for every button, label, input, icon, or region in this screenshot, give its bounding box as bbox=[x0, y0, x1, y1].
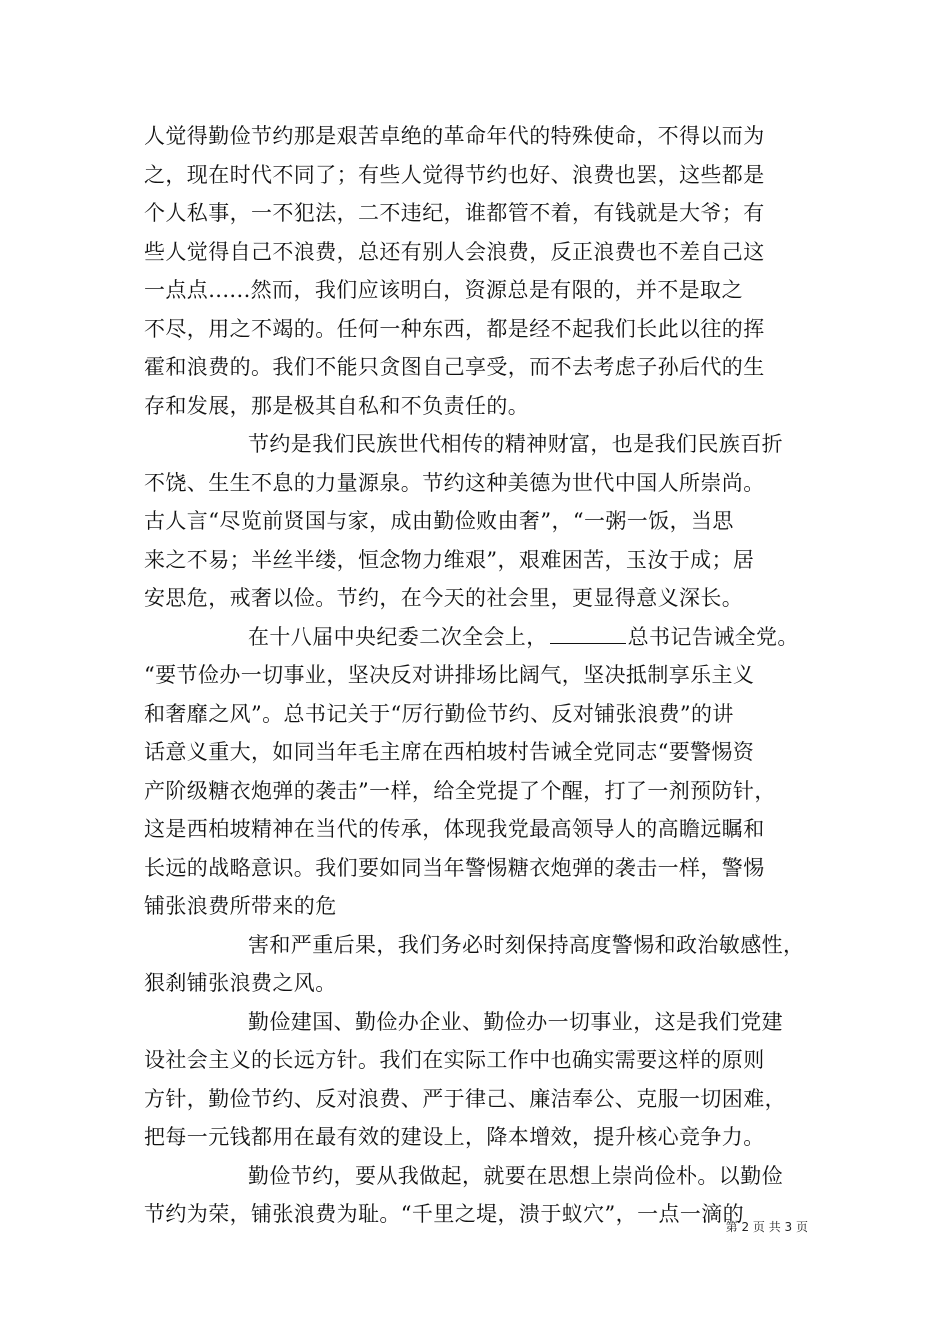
text-line: 不尽，用之不竭的。任何一种东西，都是经不起我们长此以往的挥 bbox=[144, 316, 765, 341]
text-line: 个人私事，一不犯法，二不违纪，谁都管不着，有钱就是大爷；有 bbox=[144, 201, 765, 225]
paragraph-start-line: 节约是我们民族世代相传的精神财富，也是我们民族百折 bbox=[248, 432, 783, 456]
text-line: 把每一元钱都用在最有效的建设上，降本增效，提升核心竞争力。 bbox=[144, 1125, 765, 1149]
text-line: 话意义重大，如同当年毛主席在西柏坡村告诫全党同志“要警惕资 bbox=[144, 740, 755, 764]
text-line: 和奢靡之风”。总书记关于“厉行勤俭节约、反对铺张浪费”的讲 bbox=[144, 701, 734, 726]
text-line: 些人觉得自己不浪费，总还有别人会浪费，反正浪费也不差自己这 bbox=[144, 239, 765, 264]
paragraph-start-line: 勤俭建国、勤俭办企业、勤俭办一切事业，这是我们党建 bbox=[248, 1009, 783, 1034]
text-line: 存和发展，那是极其自私和不负责任的。 bbox=[144, 393, 530, 418]
text-line: “要节俭办一切事业，坚决反对讲排场比阔气，坚决抵制享乐主义 bbox=[144, 663, 755, 687]
text-line: 铺张浪费所带来的危 bbox=[144, 894, 337, 918]
text-line: 产阶级糖衣炮弹的袭击”一样，给全党提了个醒，打了一剂预防针， bbox=[144, 778, 776, 803]
text-line: 来之不易；半丝半缕，恒念物力维艰”，艰难困苦，玉汝于成；居 bbox=[144, 547, 755, 572]
text-line: 霍和浪费的。我们不能只贪图自己享受，而不去考虑子孙后代的生 bbox=[144, 355, 765, 379]
text-line: 安思危，戒奢以俭。节约，在今天的社会里，更显得意义深长。 bbox=[144, 586, 744, 610]
text-line: 这是西柏坡精神在当代的传承，体现我党最高领导人的高瞻远瞩和 bbox=[144, 817, 765, 841]
text-fragment: 总书记告诫全党。 bbox=[627, 624, 799, 649]
paragraph-start-line: 害和严重后果，我们务必时刻保持高度警惕和政治敏感性， bbox=[248, 932, 805, 957]
paragraph-start-line bbox=[144, 618, 824, 657]
text-line: 狠刹铺张浪费之风。 bbox=[144, 971, 337, 995]
text-line: 不饶、生生不息的力量源泉。节约这种美德为世代中国人所崇尚。 bbox=[144, 470, 765, 495]
text-fragment: 在十八届中央纪委二次全会上， bbox=[248, 624, 548, 649]
text-line: 节约为荣，铺张浪费为耻。“千里之堤，溃于蚁穴”，一点一滴的 bbox=[144, 1202, 745, 1226]
text-line: 古人言“尽览前贤国与家，成由勤俭败由奢”，“一粥一饭，当思 bbox=[144, 509, 734, 533]
text-line: 人觉得勤俭节约那是艰苦卓绝的革命年代的特殊使命，不得以而为 bbox=[144, 124, 765, 148]
text-line: 方针，勤俭节约、反对浪费、严于律己、廉洁奉公、克服一切困难， bbox=[144, 1086, 786, 1111]
text-line: 长远的战略意识。我们要如同当年警惕糖衣炮弹的袭击一样，警惕 bbox=[144, 855, 765, 880]
text-line: 设社会主义的长远方针。我们在实际工作中也确实需要这样的原则 bbox=[144, 1048, 765, 1072]
text-line: 之，现在时代不同了；有些人觉得节约也好、浪费也罢，这些都是 bbox=[144, 162, 765, 187]
text-line: 一点点......然而，我们应该明白，资源总是有限的，并不是取之 bbox=[144, 278, 743, 302]
page-number-footer: 第 2 页 共 3 页 bbox=[725, 1220, 808, 1234]
fill-in-blank bbox=[550, 621, 626, 644]
document-body bbox=[144, 117, 824, 1234]
paragraph-start-line: 勤俭节约，要从我做起，就要在思想上崇尚俭朴。以勤俭 bbox=[248, 1163, 783, 1188]
